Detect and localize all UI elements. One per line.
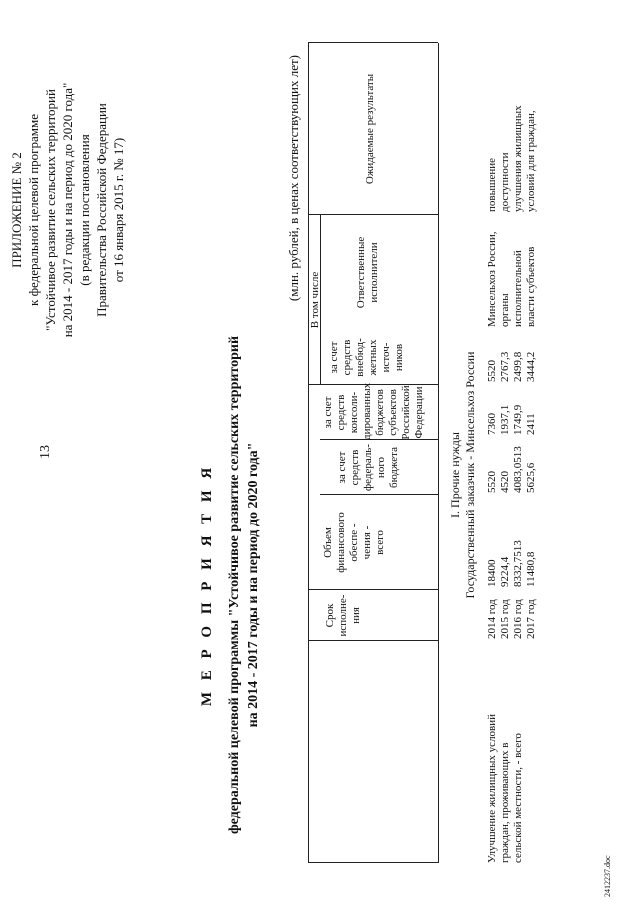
page-number: 13 bbox=[38, 445, 53, 459]
row-name: Улучшение жилищных условий граждан, проживающих в сельской местности, - всего bbox=[486, 713, 524, 863]
annex-block bbox=[8, 35, 127, 385]
annex-line: ПРИЛОЖЕНИЕ № 2 bbox=[9, 152, 24, 268]
section-title: I. Прочие нужды Государственный заказчик - Минсельхоз России bbox=[448, 351, 477, 599]
annex-line: к федеральной целевой программе bbox=[26, 114, 41, 306]
row-responsible: Минсельхоз России, органы исполнительной власти субъектов bbox=[486, 231, 537, 327]
table-top-border bbox=[308, 43, 309, 863]
row-years: 2014 год 2015 год 2016 год 2017 год bbox=[486, 599, 537, 639]
title-line: федеральной целевой программы "Устойчивое развитие сельских территорий bbox=[227, 335, 242, 835]
row-federal: 5520 4520 4083,0513 5625,6 bbox=[486, 446, 537, 493]
header-volume: Объем финансового обеспе - чения - всего bbox=[322, 512, 386, 573]
header-extrabudget: за счет средств внебюд- жетных источ- ников bbox=[328, 338, 405, 377]
footer-file-code: 2412237.doc bbox=[603, 855, 612, 897]
header-federal: за счет средств федераль- ного бюджета bbox=[336, 444, 400, 491]
header-term: Срок исполне- ния bbox=[324, 594, 362, 637]
document-title bbox=[198, 285, 263, 885]
units-note: (млн. рублей, в ценах соответствующих лет) bbox=[286, 55, 301, 302]
row-expected: повышение доступности улучшения жилищных условий для граждан, bbox=[486, 105, 537, 212]
table-left-border bbox=[308, 862, 438, 863]
header-in-total: В том числе bbox=[309, 271, 321, 329]
annex-line: от 16 января 2015 г. № 17) bbox=[111, 137, 126, 283]
title-line: на 2014 - 2017 годы и на период до 2020 года" bbox=[246, 442, 261, 728]
title-heading: М Е Р О П Р И Я Т И Я bbox=[199, 463, 215, 707]
row-extrabudget: 5520 2767,3 2499,8 3444,2 bbox=[486, 351, 537, 382]
header-regional: за счет средств консоли- дированных бюджетов субъектов Российской Федерации bbox=[322, 382, 425, 440]
header-responsible: Ответственные исполнители bbox=[355, 236, 380, 309]
annex-line: (в редакции постановления bbox=[77, 134, 92, 286]
annex-line: на 2014 - 2017 годы и на период до 2020 года" bbox=[60, 82, 75, 338]
row-total: 18400 9224,4 8332,7513 11480,8 bbox=[486, 540, 537, 587]
annex-line: "Устойчивое развитие сельских территорий bbox=[43, 89, 58, 331]
header-expected: Ожидаемые результаты bbox=[364, 73, 376, 185]
annex-line: Правительства Российской Федерации bbox=[94, 103, 109, 317]
table-header-bottom-border bbox=[438, 43, 439, 863]
row-regional: 7360 1937,1 1749,9 2411 bbox=[486, 404, 537, 435]
